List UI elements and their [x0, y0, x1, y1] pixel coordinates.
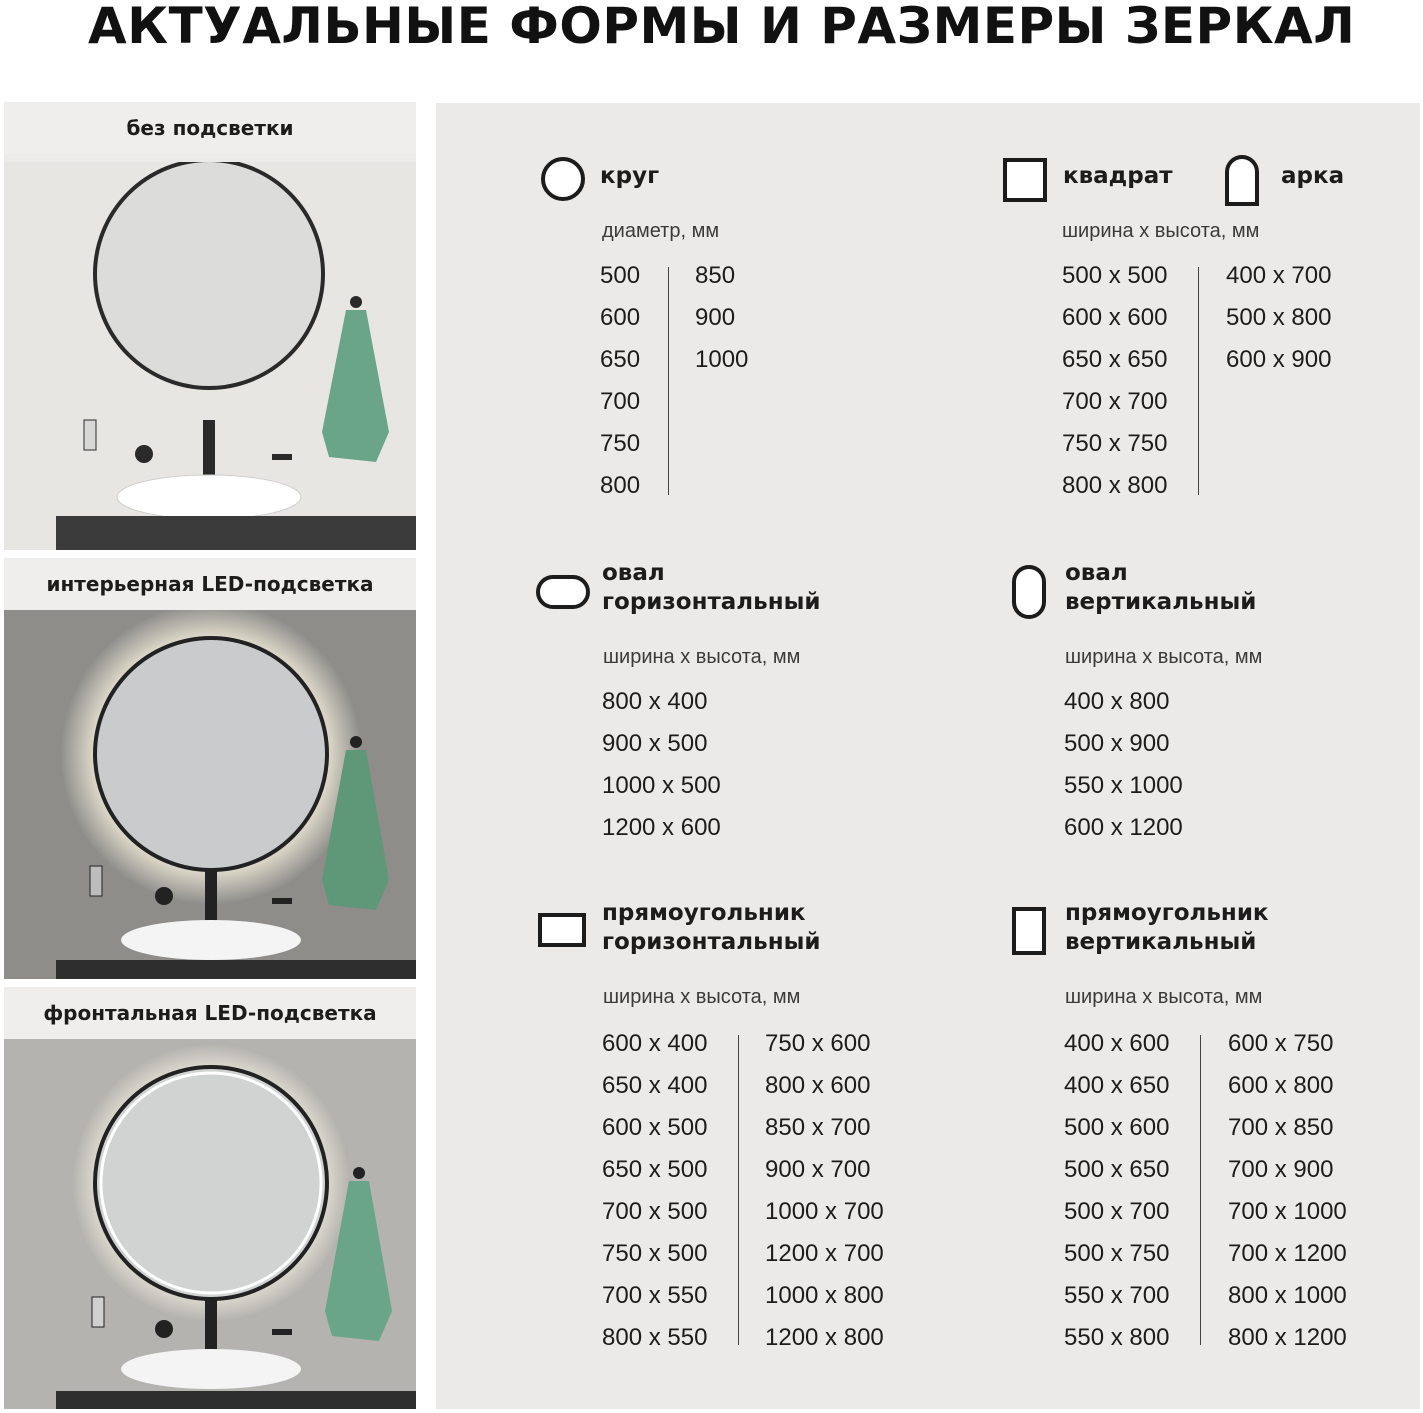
page-title: АКТУАЛЬНЫЕ ФОРМЫ И РАЗМЕРЫ ЗЕРКАЛ — [88, 0, 1356, 55]
panel-frontal-led — [4, 987, 416, 1409]
circle-sizes-col2 — [695, 255, 748, 381]
shape-name-line: горизонтальный — [602, 929, 821, 955]
rectangle-vertical-sizes-col2 — [1228, 1023, 1347, 1359]
mirror-photo-no-backlight — [4, 162, 416, 550]
unit-label: ширина х высота, мм — [603, 646, 801, 668]
shape-name-line: овал — [602, 560, 665, 586]
size-value: 750 х 750 — [1062, 430, 1168, 457]
panel-interior-led — [4, 558, 416, 979]
shape-name-line: прямоугольник — [1065, 900, 1269, 926]
shape-name-square: квадрат — [1063, 163, 1173, 189]
size-value: 650 х 500 — [602, 1156, 708, 1183]
size-value: 900 х 500 — [602, 730, 708, 757]
size-value: 650 х 400 — [602, 1072, 708, 1099]
shape-name-line: вертикальный — [1065, 929, 1257, 955]
size-value: 1200 х 800 — [765, 1324, 884, 1351]
mirror-photo-interior-led — [4, 610, 416, 979]
size-value: 900 х 700 — [765, 1156, 871, 1183]
size-value: 600 х 750 — [1228, 1030, 1334, 1057]
shape-name-oval-vertical — [1065, 559, 1256, 617]
shape-name-rectangle-horizontal — [602, 899, 821, 957]
shape-name-oval-horizontal — [602, 559, 821, 617]
size-value: 600 х 900 — [1226, 346, 1332, 373]
shape-name-line: прямоугольник — [602, 900, 806, 926]
size-value: 700 х 1200 — [1228, 1240, 1347, 1267]
size-value: 900 — [695, 304, 736, 331]
size-value: 550 х 700 — [1064, 1282, 1170, 1309]
unit-label: диаметр, мм — [602, 220, 720, 242]
rectangle-vertical-shape-icon — [1012, 907, 1046, 955]
size-value: 800 х 800 — [1062, 472, 1168, 499]
size-value: 750 х 600 — [765, 1030, 871, 1057]
rectangle-horizontal-sizes-col1 — [602, 1023, 707, 1359]
size-value: 700 х 900 — [1228, 1156, 1334, 1183]
size-value: 1000 — [695, 346, 749, 373]
oval-horizontal-shape-icon — [536, 575, 590, 609]
shape-name-arch: арка — [1281, 163, 1345, 189]
size-value: 1000 х 500 — [602, 772, 721, 799]
size-value: 700 х 700 — [1062, 388, 1168, 415]
size-value: 400 х 700 — [1226, 262, 1332, 289]
shape-name-line: горизонтальный — [602, 589, 821, 615]
unit-label: ширина х высота, мм — [1062, 220, 1260, 242]
size-value: 500 х 800 — [1226, 304, 1332, 331]
size-value: 800 х 400 — [602, 688, 708, 715]
size-value: 550 х 800 — [1064, 1324, 1170, 1351]
shape-name-line: вертикальный — [1065, 589, 1257, 615]
size-value: 500 х 600 — [1064, 1114, 1170, 1141]
size-value: 700 х 500 — [602, 1198, 708, 1225]
unit-label: ширина х высота, мм — [1065, 986, 1263, 1008]
column-divider — [738, 1035, 739, 1345]
size-value: 750 — [600, 430, 641, 457]
size-value: 1000 х 800 — [765, 1282, 884, 1309]
size-value: 800 х 550 — [602, 1324, 708, 1351]
mirror-photo-frontal-led — [4, 1039, 416, 1409]
size-value: 500 — [600, 262, 641, 289]
shape-name-rectangle-vertical — [1065, 899, 1269, 957]
size-value: 500 х 500 — [1062, 262, 1168, 289]
shape-name-circle: круг — [600, 163, 660, 189]
circle-sizes-col1 — [600, 255, 640, 507]
size-value: 700 х 1000 — [1228, 1198, 1347, 1225]
size-value: 750 х 500 — [602, 1240, 708, 1267]
size-value: 700 — [600, 388, 641, 415]
panel-label: без подсветки — [4, 102, 416, 154]
arch-sizes — [1226, 255, 1331, 381]
column-divider — [1198, 267, 1199, 495]
size-value: 1200 х 600 — [602, 814, 721, 841]
rectangle-vertical-sizes-col1 — [1064, 1023, 1169, 1359]
size-value: 500 х 650 — [1064, 1156, 1170, 1183]
size-value: 550 х 1000 — [1064, 772, 1183, 799]
spec-area — [436, 103, 1420, 1409]
rectangle-horizontal-shape-icon — [538, 913, 586, 947]
size-value: 700 х 550 — [602, 1282, 708, 1309]
size-value: 650 — [600, 346, 641, 373]
panel-label: фронтальная LED-подсветка — [4, 987, 416, 1039]
rectangle-horizontal-sizes-col2 — [765, 1023, 884, 1359]
size-value: 800 — [600, 472, 641, 499]
size-value: 400 х 650 — [1064, 1072, 1170, 1099]
size-value: 850 х 700 — [765, 1114, 871, 1141]
size-value: 1200 х 700 — [765, 1240, 884, 1267]
size-value: 600 х 500 — [602, 1114, 708, 1141]
unit-label: ширина х высота, мм — [1065, 646, 1263, 668]
size-value: 800 х 1000 — [1228, 1282, 1347, 1309]
size-value: 800 х 1200 — [1228, 1324, 1347, 1351]
circle-shape-icon — [540, 156, 586, 202]
size-value: 400 х 600 — [1064, 1030, 1170, 1057]
panel-label: интерьерная LED-подсветка — [4, 558, 416, 610]
square-shape-icon — [1003, 158, 1047, 202]
size-value: 600 х 800 — [1228, 1072, 1334, 1099]
size-value: 800 х 600 — [765, 1072, 871, 1099]
size-value: 400 х 800 — [1064, 688, 1170, 715]
size-value: 500 х 900 — [1064, 730, 1170, 757]
size-value: 650 х 650 — [1062, 346, 1168, 373]
size-value: 600 х 400 — [602, 1030, 708, 1057]
unit-label: ширина х высота, мм — [603, 986, 801, 1008]
arch-shape-icon — [1224, 154, 1260, 206]
size-value: 500 х 750 — [1064, 1240, 1170, 1267]
column-divider — [668, 267, 669, 495]
column-divider — [1200, 1035, 1201, 1345]
oval-horizontal-sizes — [602, 681, 721, 849]
size-value: 600 х 1200 — [1064, 814, 1183, 841]
size-value: 850 — [695, 262, 736, 289]
size-value: 500 х 700 — [1064, 1198, 1170, 1225]
shape-name-line: овал — [1065, 560, 1128, 586]
panel-no-backlight — [4, 102, 416, 550]
square-sizes — [1062, 255, 1167, 507]
oval-vertical-sizes — [1064, 681, 1183, 849]
oval-vertical-shape-icon — [1012, 565, 1046, 619]
size-value: 600 — [600, 304, 641, 331]
size-value: 600 х 600 — [1062, 304, 1168, 331]
size-value: 700 х 850 — [1228, 1114, 1334, 1141]
size-value: 1000 х 700 — [765, 1198, 884, 1225]
